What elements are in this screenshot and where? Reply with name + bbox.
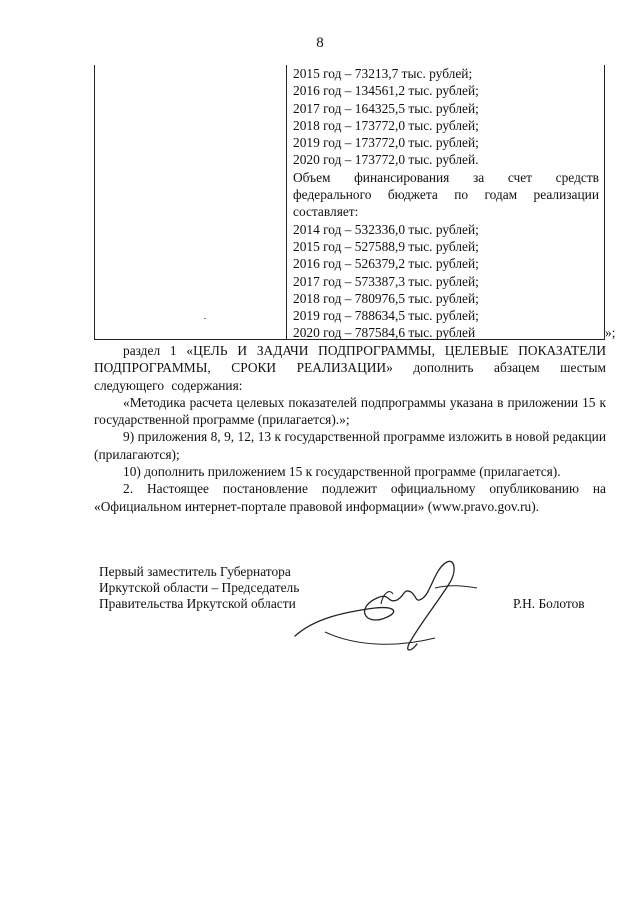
- federal-line-2019: 2019 год – 788634,5 тыс. рублей;: [293, 308, 479, 324]
- table-right-cell: [293, 65, 599, 342]
- regional-line-2020: 2020 год – 173772,0 тыс. рублей.: [293, 152, 479, 168]
- regional-line-2016: 2016 год – 134561,2 тыс. рублей;: [293, 83, 479, 99]
- handwritten-signature: [285, 548, 485, 660]
- regional-line-2017: 2017 год – 164325,5 тыс. рублей;: [293, 100, 479, 116]
- paragraph-item-10: 10) дополнить приложением 15 к государственной программе (прилагается).: [123, 464, 561, 480]
- signatory-title-line-2: Иркутской области – Председатель: [99, 579, 300, 595]
- signatory-title-line-3: Правительства Иркутской области: [99, 595, 296, 611]
- paragraph-methodology: «Методика расчета целевых показателей подпрограммы указана в приложении 15 к государственной программе (прилагается).»;: [94, 394, 606, 428]
- federal-line-2014: 2014 год – 532336,0 тыс. рублей;: [293, 221, 479, 237]
- table-closing-quote: »;: [605, 325, 616, 340]
- federal-line-2016: 2016 год – 526379,2 тыс. рублей;: [293, 256, 479, 272]
- signatory-name: Р.Н. Болотов: [513, 596, 585, 611]
- paragraph-publication: 2. Настоящее постановление подлежит официальному опубликованию на «Официальном интернет-портале правовой информации» (www.pravo.gov.ru).: [94, 481, 606, 514]
- regional-line-2018: 2018 год – 173772,0 тыс. рублей;: [293, 117, 479, 133]
- federal-line-2018: 2018 год – 780976,5 тыс. рублей;: [293, 290, 479, 306]
- federal-line-2015: 2015 год – 527588,9 тыс. рублей;: [293, 238, 479, 254]
- page-number: 8: [316, 35, 324, 51]
- main-text: [94, 342, 606, 515]
- paragraph-section-1: раздел 1 «ЦЕЛЬ И ЗАДАЧИ ПОДПРОГРАММЫ, ЦЕЛЕВЫЕ ПОКАЗАТЕЛИ ПОДПРОГРАММЫ, СРОКИ РЕАЛИЗАЦИИ» дополнить абзацем шестым следующего содержания:: [94, 343, 606, 393]
- financing-table: [94, 65, 605, 340]
- federal-line-2020: 2020 год – 787584,6 тыс. рублей: [293, 325, 476, 341]
- signatory-title-line-1: Первый заместитель Губернатора: [99, 564, 291, 579]
- federal-line-2017: 2017 год – 573387,3 тыс. рублей;: [293, 273, 479, 289]
- scan-speck: [204, 318, 206, 319]
- table-column-divider: [286, 65, 287, 339]
- regional-line-2015: 2015 год – 73213,7 тыс. рублей;: [293, 66, 473, 81]
- paragraph-item-9: 9) приложения 8, 9, 12, 13 к государственной программе изложить в новой редакции (прилагаются);: [94, 429, 606, 462]
- regional-line-2019: 2019 год – 173772,0 тыс. рублей;: [293, 135, 479, 151]
- federal-budget-intro: Объем финансирования за счет средств федерального бюджета по годам реализации составляет:: [293, 169, 599, 220]
